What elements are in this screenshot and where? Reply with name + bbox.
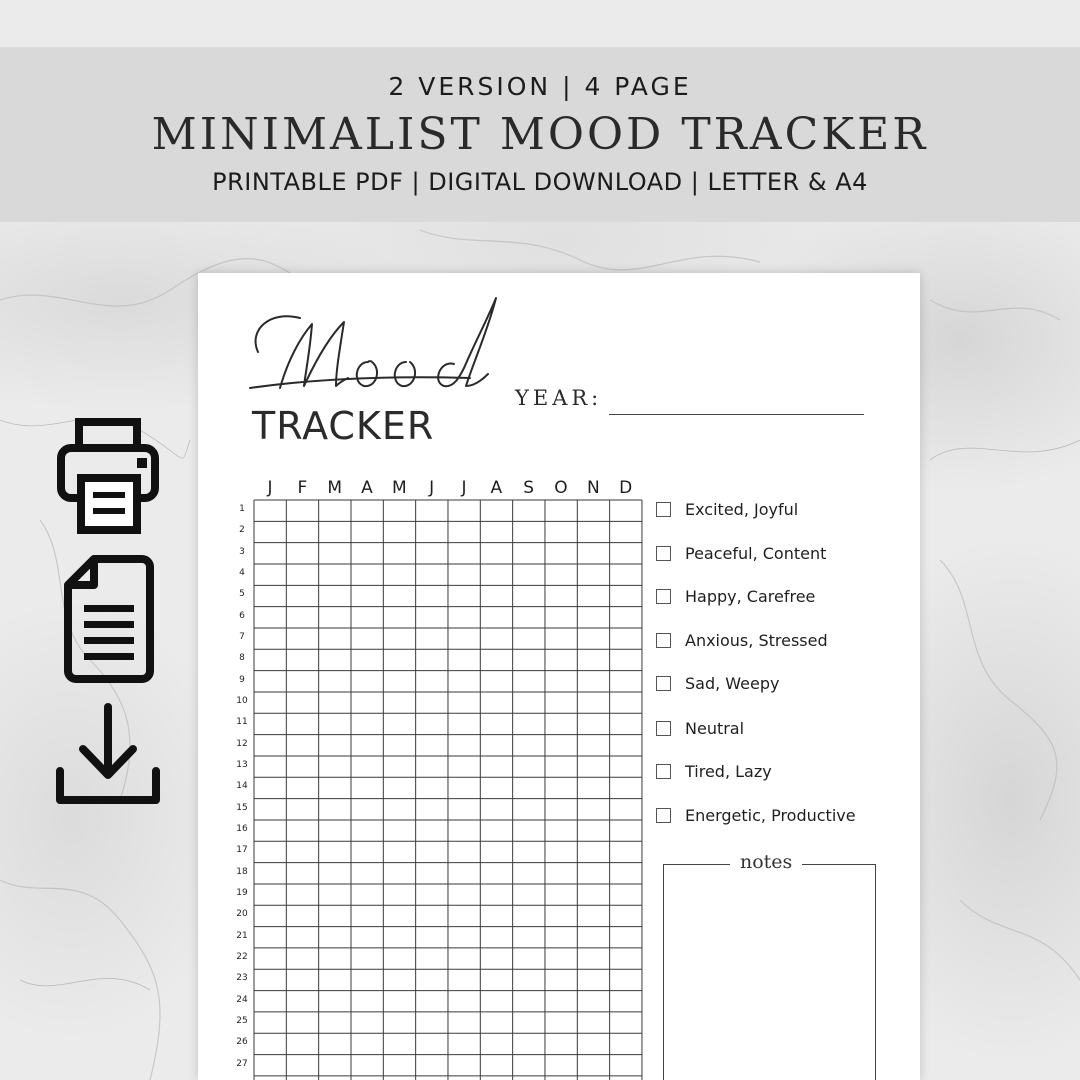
day-number: 20 (236, 909, 248, 920)
mood-checkbox[interactable] (656, 589, 671, 604)
day-number: 25 (236, 1015, 248, 1026)
mood-label: Tired, Lazy (685, 761, 772, 781)
day-number: 12 (236, 738, 248, 749)
month-header: D (619, 478, 633, 498)
day-number: 16 (236, 823, 248, 834)
mood-option[interactable] (656, 586, 815, 606)
mood-label: Happy, Carefree (685, 586, 816, 606)
day-number: 4 (239, 567, 245, 578)
day-number: 17 (236, 845, 248, 856)
day-number: 11 (236, 717, 248, 728)
day-number: 1 (239, 504, 245, 514)
mood-option[interactable] (656, 718, 744, 738)
month-header: O (554, 478, 568, 498)
day-number: 5 (239, 589, 245, 600)
day-number: 8 (239, 653, 245, 664)
day-number: 19 (236, 887, 248, 898)
mood-checkbox[interactable] (656, 721, 671, 736)
banner-top-line: 2 VERSION | 4 PAGE (388, 72, 692, 101)
day-number: 3 (239, 546, 245, 557)
day-number: 13 (236, 759, 248, 770)
day-number: 27 (236, 1058, 248, 1069)
day-number: 18 (236, 866, 248, 877)
day-number: 15 (236, 802, 248, 813)
mood-checkbox[interactable] (656, 633, 671, 648)
day-number: 6 (239, 610, 245, 621)
mood-option[interactable] (656, 673, 779, 693)
mood-checkbox[interactable] (656, 764, 671, 779)
mood-checkbox[interactable] (656, 676, 671, 691)
month-header: M (327, 478, 342, 498)
month-header: A (490, 478, 503, 498)
day-number: 2 (239, 525, 245, 536)
day-number: 22 (236, 951, 248, 962)
month-header: J (461, 478, 467, 498)
day-number: 24 (236, 994, 248, 1005)
day-number: 10 (236, 695, 248, 706)
mood-option[interactable] (656, 630, 828, 650)
mood-checkbox[interactable] (656, 546, 671, 561)
banner-title: MINIMALIST MOOD TRACKER (151, 109, 929, 160)
mood-label: Neutral (685, 718, 745, 738)
notes-box[interactable] (663, 864, 876, 1080)
mood-option[interactable] (656, 543, 826, 563)
month-header: M (391, 478, 407, 498)
month-header: F (297, 478, 308, 498)
mood-label: Excited, Joyful (685, 499, 799, 519)
month-header: J (267, 478, 273, 498)
day-number: 7 (239, 631, 245, 642)
mood-label: Energetic, Productive (685, 805, 856, 825)
month-header: N (586, 478, 600, 498)
year-label: YEAR: (515, 386, 603, 410)
banner-subtitle: PRINTABLE PDF | DIGITAL DOWNLOAD | LETTER & A4 (212, 168, 868, 196)
day-number: 23 (236, 973, 248, 984)
month-header: J (429, 478, 435, 498)
notes-label: notes (730, 851, 802, 873)
mood-label: Peaceful, Content (685, 543, 827, 563)
day-number: 9 (239, 674, 245, 685)
day-number: 26 (236, 1037, 248, 1048)
tracker-heading: TRACKER (252, 404, 435, 448)
mood-label: Anxious, Stressed (685, 630, 828, 650)
day-number: 21 (236, 930, 248, 941)
mood-option[interactable] (656, 499, 798, 519)
month-header: A (361, 478, 373, 498)
mood-checkbox[interactable] (656, 808, 671, 823)
mood-label: Sad, Weepy (685, 673, 780, 693)
mood-checkbox[interactable] (656, 502, 671, 517)
mood-option[interactable] (656, 761, 772, 781)
month-header: S (523, 478, 535, 498)
day-number: 14 (236, 781, 248, 792)
mood-option[interactable] (656, 805, 856, 825)
